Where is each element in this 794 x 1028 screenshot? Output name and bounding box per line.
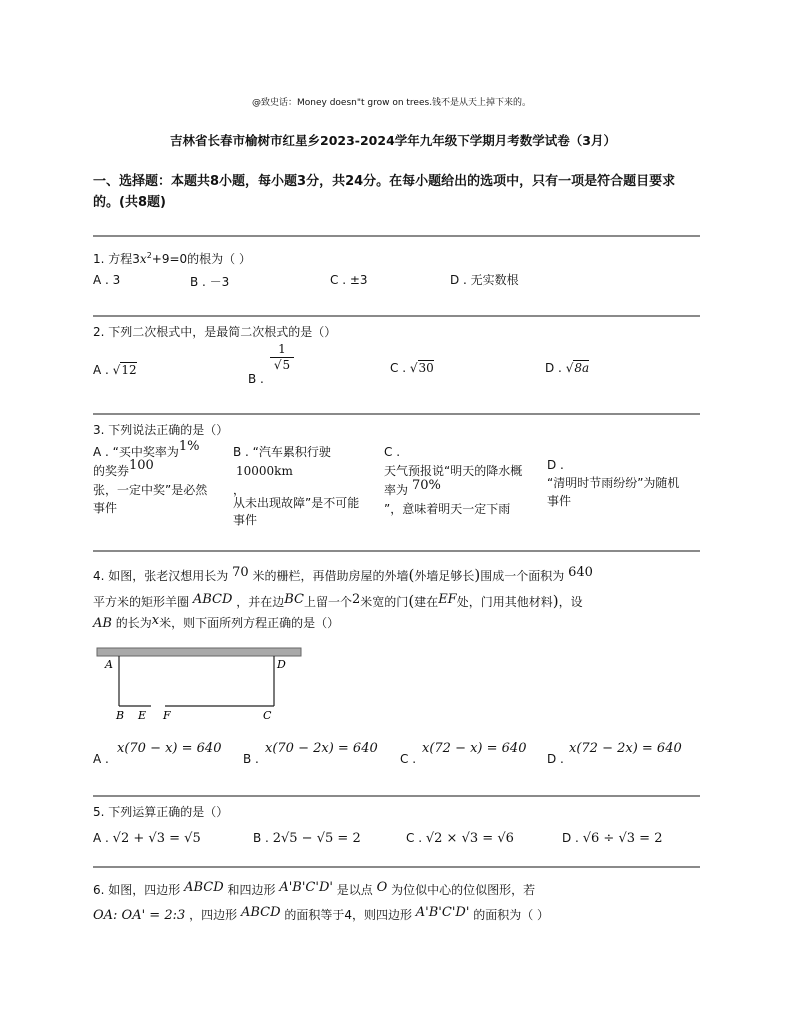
q4-text: 围成一个面积为 <box>480 569 565 583</box>
q4-text: 平方米的矩形羊圈 <box>93 595 190 609</box>
q5-label-b: B . <box>253 831 269 845</box>
label-b: B <box>116 709 125 722</box>
q1-option-b[interactable]: B . －3 <box>190 275 230 289</box>
q2-b-numerator: 1 <box>278 342 286 356</box>
term: √5 <box>316 831 334 846</box>
q4-eq-d: x(72 − 2x) = 640 <box>569 741 682 756</box>
q6-abcd: ABCD <box>240 905 281 920</box>
q4-text: 建在 <box>414 595 439 609</box>
q4-line1 <box>93 566 593 584</box>
q6-line1 <box>93 881 535 898</box>
q3-a-text1: A . “买中奖率为 <box>93 445 179 459</box>
q4-text: 处，门用其他材料 <box>456 595 553 609</box>
q4-eq-c: x(72 − x) = 640 <box>422 741 527 756</box>
q4-label-c[interactable]: C . <box>400 752 417 766</box>
q3-c-text3: ”，意味着明天一定下雨 <box>384 502 511 516</box>
q4-ab: AB <box>93 616 112 631</box>
q3-a-text4: 事件 <box>93 501 118 515</box>
sqrt-icon: √ <box>273 358 282 372</box>
q4-label-a[interactable]: A . <box>93 752 109 766</box>
q5-label-c: C . <box>406 831 423 845</box>
operator: ÷ <box>603 831 615 846</box>
term: √3 <box>461 831 479 846</box>
equals: = <box>639 831 651 846</box>
q3-c-rate: 70% <box>412 478 441 493</box>
q5-option-c[interactable] <box>406 831 514 846</box>
q3-d-text1: “清明时节雨纷纷”为随机 <box>547 476 680 490</box>
q2-c-radicand: 30 <box>418 361 434 375</box>
q4-abcd: ABCD <box>192 592 233 607</box>
q5-d-expr <box>583 831 663 846</box>
q4-text: 4. 如图，张老汉想用长为 <box>93 569 229 583</box>
q5-option-a[interactable] <box>93 831 201 846</box>
q3-b-text2: 从未出现故障”是不可能 <box>233 496 360 510</box>
q4-paren-text: 外墙足够长 <box>414 569 475 583</box>
q3-c-text2: 率为 <box>384 483 409 497</box>
q6-abcd-prime: A'B'C'D' <box>279 880 333 895</box>
term: √6 <box>497 831 514 846</box>
q2-b-radicand: 5 <box>282 358 291 372</box>
q2-d-radicand: 8a <box>574 361 590 375</box>
label-a: A <box>105 658 113 671</box>
q1-option-a[interactable]: A . 3 <box>93 273 121 287</box>
term: √6 <box>582 831 600 846</box>
q4-text: 米宽的门 <box>360 595 409 609</box>
divider <box>93 866 700 868</box>
equals: = <box>337 831 349 846</box>
q4-eq-a: x(70 − x) = 640 <box>117 741 222 756</box>
term: √2 <box>425 831 443 846</box>
q6-line2 <box>93 906 549 923</box>
q1-var: x <box>139 252 147 266</box>
q5-c-expr <box>426 831 514 846</box>
q5-label-a: A . <box>93 831 109 845</box>
q6-text: ，四边形 <box>189 908 238 922</box>
page-title: 吉林省长春市榆树市红星乡2023-2024学年九年级下学期月考数学试卷（3月） <box>170 133 616 148</box>
q5-b-expr <box>273 831 361 846</box>
close-paren: ) <box>552 592 559 610</box>
q3-a-rate: 1% <box>178 439 200 454</box>
q4-line2 <box>93 592 583 610</box>
q3-option-a[interactable] <box>93 439 228 517</box>
q2-label-d: D . <box>545 361 562 375</box>
q2-label-c: C . <box>390 361 407 375</box>
term: 2 <box>654 831 663 846</box>
q4-line3 <box>93 614 339 631</box>
q6-text: 6. 如图，四边形 <box>93 883 181 897</box>
q1-stem <box>93 250 251 267</box>
q1-option-c[interactable]: C . ±3 <box>330 273 368 287</box>
label-d: D <box>277 658 286 671</box>
divider <box>93 315 700 317</box>
label-c: C <box>263 709 272 722</box>
q4-text: 上留一个 <box>304 595 353 609</box>
sqrt-icon: √ <box>409 361 418 375</box>
q2-label-b[interactable]: B . <box>248 372 264 386</box>
label-f: F <box>163 709 171 722</box>
house-wall <box>97 648 301 656</box>
sqrt-icon: √ <box>112 363 121 377</box>
term: 2√5 <box>272 831 298 846</box>
q3-d-text2: 事件 <box>547 494 572 508</box>
term: 2 <box>352 831 361 846</box>
divider <box>93 795 700 797</box>
header-note: @致史话：Money doesn"t grow on trees.钱不是从天上掉下来的。 <box>252 98 532 108</box>
q4-eq-b: x(70 − 2x) = 640 <box>265 741 378 756</box>
q4-text: 米，则下面所列方程正确的是（） <box>159 616 340 630</box>
operator: − <box>301 831 313 846</box>
q3-b-distance: 10000km <box>236 464 293 478</box>
q5-a-expr <box>113 831 201 846</box>
section-heading-line2: 的。(共8题) <box>93 195 166 210</box>
equals: = <box>482 831 494 846</box>
q2-a-radicand: 12 <box>121 363 137 377</box>
open-paren: ( <box>408 566 415 584</box>
q4-bc: BC <box>284 592 304 607</box>
q3-b-text1: B . “汽车累积行驶 <box>233 445 331 459</box>
q4-area: 640 <box>568 565 593 580</box>
divider <box>93 235 700 237</box>
q1-suffix: +9=0的根为（ ） <box>151 252 251 266</box>
q3-stem: 3. 下列说法正确的是（） <box>93 423 229 437</box>
q4-label-d[interactable]: D . <box>547 752 564 766</box>
q2-label-a: A . <box>93 363 109 377</box>
open-paren: ( <box>408 592 415 610</box>
term: √5 <box>184 831 201 846</box>
q4-figure <box>93 644 308 724</box>
q6-abcd-prime: A'B'C'D' <box>415 905 470 920</box>
term: √3 <box>148 831 165 846</box>
q5-label-d: D . <box>562 831 579 845</box>
q4-text: ，并在边 <box>236 595 285 609</box>
q3-a-text2: 的奖券 <box>93 464 130 478</box>
q4-text: ，设 <box>558 595 583 609</box>
q5-stem: 5. 下列运算正确的是（） <box>93 805 229 819</box>
q6-text: 的面积为（ ） <box>473 908 550 922</box>
q3-a-text3: 张，一定中奖”是必然 <box>93 483 208 497</box>
q3-option-b[interactable] <box>233 443 359 538</box>
q3-b-comma: ， <box>233 483 246 497</box>
q4-ef: EF <box>438 592 457 607</box>
term: √2 <box>112 831 130 846</box>
q6-ratio: OA: OA' = 2:3 <box>93 908 186 923</box>
term: √3 <box>618 831 636 846</box>
section-heading-line1: 一、选择题：本题共8小题，每小题3分，共24分。在每小题给出的选项中，只有一项是符合题目要求 <box>93 174 676 189</box>
q6-text: 是以点 <box>336 883 373 897</box>
q3-c-text1: 天气预报说“明天的降水概 <box>384 464 523 478</box>
q4-door-width: 2 <box>352 592 361 607</box>
q5-option-b[interactable] <box>253 831 361 846</box>
q2-option-a[interactable] <box>93 363 137 377</box>
q4-fence-length: 70 <box>232 565 249 580</box>
q3-d-label: D . <box>547 458 564 472</box>
q3-option-c[interactable] <box>384 443 522 519</box>
q3-a-count: 100 <box>129 458 154 473</box>
q3-option-d[interactable] <box>547 456 679 510</box>
label-e: E <box>138 709 147 722</box>
equals: = <box>169 831 181 846</box>
q3-c-label: C . <box>384 445 401 459</box>
divider <box>93 550 700 552</box>
q4-label-b[interactable]: B . <box>243 752 259 766</box>
q4-x: x <box>151 613 160 628</box>
q6-text: 的面积等于4，则四边形 <box>284 908 412 922</box>
q6-abcd: ABCD <box>184 880 224 895</box>
q1-option-d[interactable]: D . 无实数根 <box>450 273 519 287</box>
operator: + <box>133 831 145 846</box>
q2-option-c[interactable] <box>390 361 434 375</box>
q4-text: 的长为 <box>115 616 152 630</box>
q5-option-d[interactable] <box>562 831 662 846</box>
close-paren: ) <box>474 566 481 584</box>
operator: × <box>446 831 458 846</box>
sqrt-icon: √ <box>565 361 574 375</box>
divider <box>93 413 700 415</box>
q1-exponent: 2 <box>146 251 152 260</box>
q2-b-fraction <box>270 342 294 372</box>
q2-option-d[interactable] <box>545 361 589 375</box>
q2-stem: 2. 下列二次根式中，是最简二次根式的是（） <box>93 325 337 339</box>
q1-prefix: 1. 方程3 <box>93 252 140 266</box>
q4-text: 米的栅栏，再借助房屋的外墙 <box>252 569 409 583</box>
q6-text: 为位似中心的位似图形，若 <box>391 883 536 897</box>
q3-b-text3: 事件 <box>233 513 258 527</box>
q6-o: O <box>376 880 388 895</box>
q6-text: 和四边形 <box>227 883 276 897</box>
